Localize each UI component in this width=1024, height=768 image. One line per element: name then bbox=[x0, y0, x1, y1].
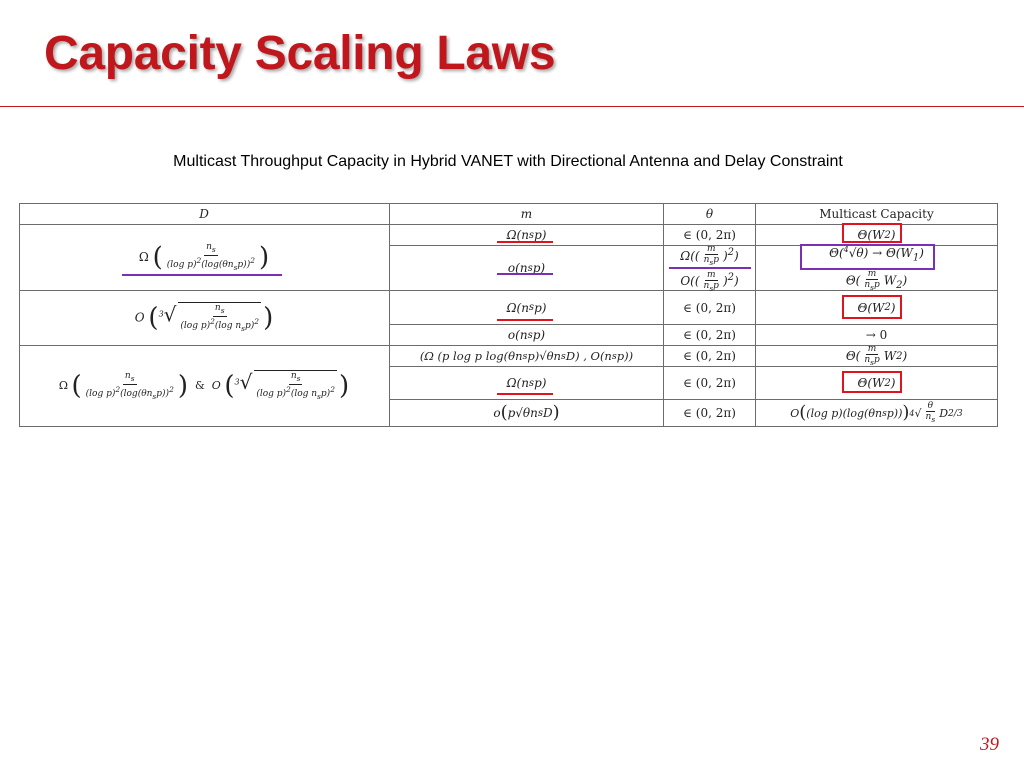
header-capacity: Multicast Capacity bbox=[756, 203, 998, 225]
group3-d-cell bbox=[19, 346, 390, 427]
g2r1-m: Ω(n s p) bbox=[390, 291, 664, 325]
g3r1-capacity: Θ( $\frac{m}{n_sp}$ W 2 ) bbox=[756, 346, 998, 367]
g2r1-theta: ∈ (0, 2π) bbox=[664, 291, 756, 325]
underline-g1r1-m bbox=[497, 241, 553, 243]
g3r3-m: o ( p√θn s D ) bbox=[390, 400, 664, 427]
underline-group1-d bbox=[122, 274, 282, 276]
slide-title: Capacity Scaling Laws bbox=[44, 27, 556, 80]
g1r2-capacity-upper: $\Theta(^4√\theta) \to \Theta(W_1)$ bbox=[829, 245, 924, 264]
title-divider bbox=[0, 106, 1024, 107]
header-m: m bbox=[390, 203, 664, 225]
g1r2-theta-o: O(( $\frac{m}{n_sp}$ )$^2$) bbox=[680, 269, 739, 293]
g2r2-theta: ∈ (0, 2π) bbox=[664, 325, 756, 346]
highlight-box-g1r2 bbox=[800, 244, 935, 270]
highlight-box-g2r1 bbox=[842, 295, 902, 319]
g2r2-m: o(n s p) bbox=[390, 325, 664, 346]
capacity-table bbox=[19, 203, 998, 427]
header-d: D bbox=[19, 203, 390, 225]
g2r1-capacity: Θ(W 2 ) bbox=[756, 291, 998, 325]
group3-d-expr: Ω ( $\frac{n_s}{(\log p)^2(\log(\theta n_sp))^2}$ ) & O ($^3$√ $\frac{n_s}{(\log p)^2(\log n_sp)^2}$ ) bbox=[58, 370, 350, 402]
g3r2-m: Ω(n s p) bbox=[390, 367, 664, 400]
underline-g3r2-m bbox=[497, 393, 553, 395]
g1r2-m: o(n s p) bbox=[390, 246, 664, 291]
underline-g1r2-theta bbox=[669, 267, 751, 269]
g1r1-m: Ω(n s p) bbox=[390, 225, 664, 246]
underline-g2r1-m bbox=[497, 319, 553, 321]
g3r3-theta: ∈ (0, 2π) bbox=[664, 400, 756, 427]
highlight-box-g1r1 bbox=[842, 223, 902, 243]
g3r2-capacity: Θ(W 2 ) bbox=[756, 367, 998, 400]
g1r1-capacity: Θ(W 2 ) bbox=[756, 225, 998, 246]
underline-g1r2-m bbox=[497, 273, 553, 275]
g3r2-theta: ∈ (0, 2π) bbox=[664, 367, 756, 400]
header-theta: θ bbox=[664, 203, 756, 225]
g2r2-capacity: → 0 bbox=[756, 325, 998, 346]
table-caption: Multicast Throughput Capacity in Hybrid VANET with Directional Antenna and Delay Constraint bbox=[173, 153, 843, 170]
group1-d-cell bbox=[19, 225, 390, 291]
page-number: 39 bbox=[980, 734, 999, 755]
group2-d-cell bbox=[19, 291, 390, 346]
g3r1-theta: ∈ (0, 2π) bbox=[664, 346, 756, 367]
highlight-box-g3r2 bbox=[842, 371, 902, 393]
group1-d-expr: Ω ( $\frac{n_s}{(\log p)^2(\log(\theta n_sp))^2}$ ) bbox=[138, 242, 270, 273]
g3r1-m: (Ω (p log p log(θn s p)√θn s D) , O(n s p)) bbox=[390, 346, 664, 367]
g1r2-capacity-lower: Θ( $\frac{m}{n_sp}$ $W_2$) bbox=[845, 268, 908, 292]
g1r2-theta-omega: Ω(( $\frac{m}{n_sp}$ )$^2$) bbox=[680, 244, 739, 267]
group2-d-expr: O ($^3$√ $\frac{n_s}{(\log p)^2(\log n_sp)^2}$ ) bbox=[134, 302, 274, 333]
g3r3-capacity: O ( (log p)(log(θn s p)) ) 4 √ $\frac{\theta}{n_s}$ D 2/3 bbox=[756, 400, 998, 427]
g1r1-theta: ∈ (0, 2π) bbox=[664, 225, 756, 246]
